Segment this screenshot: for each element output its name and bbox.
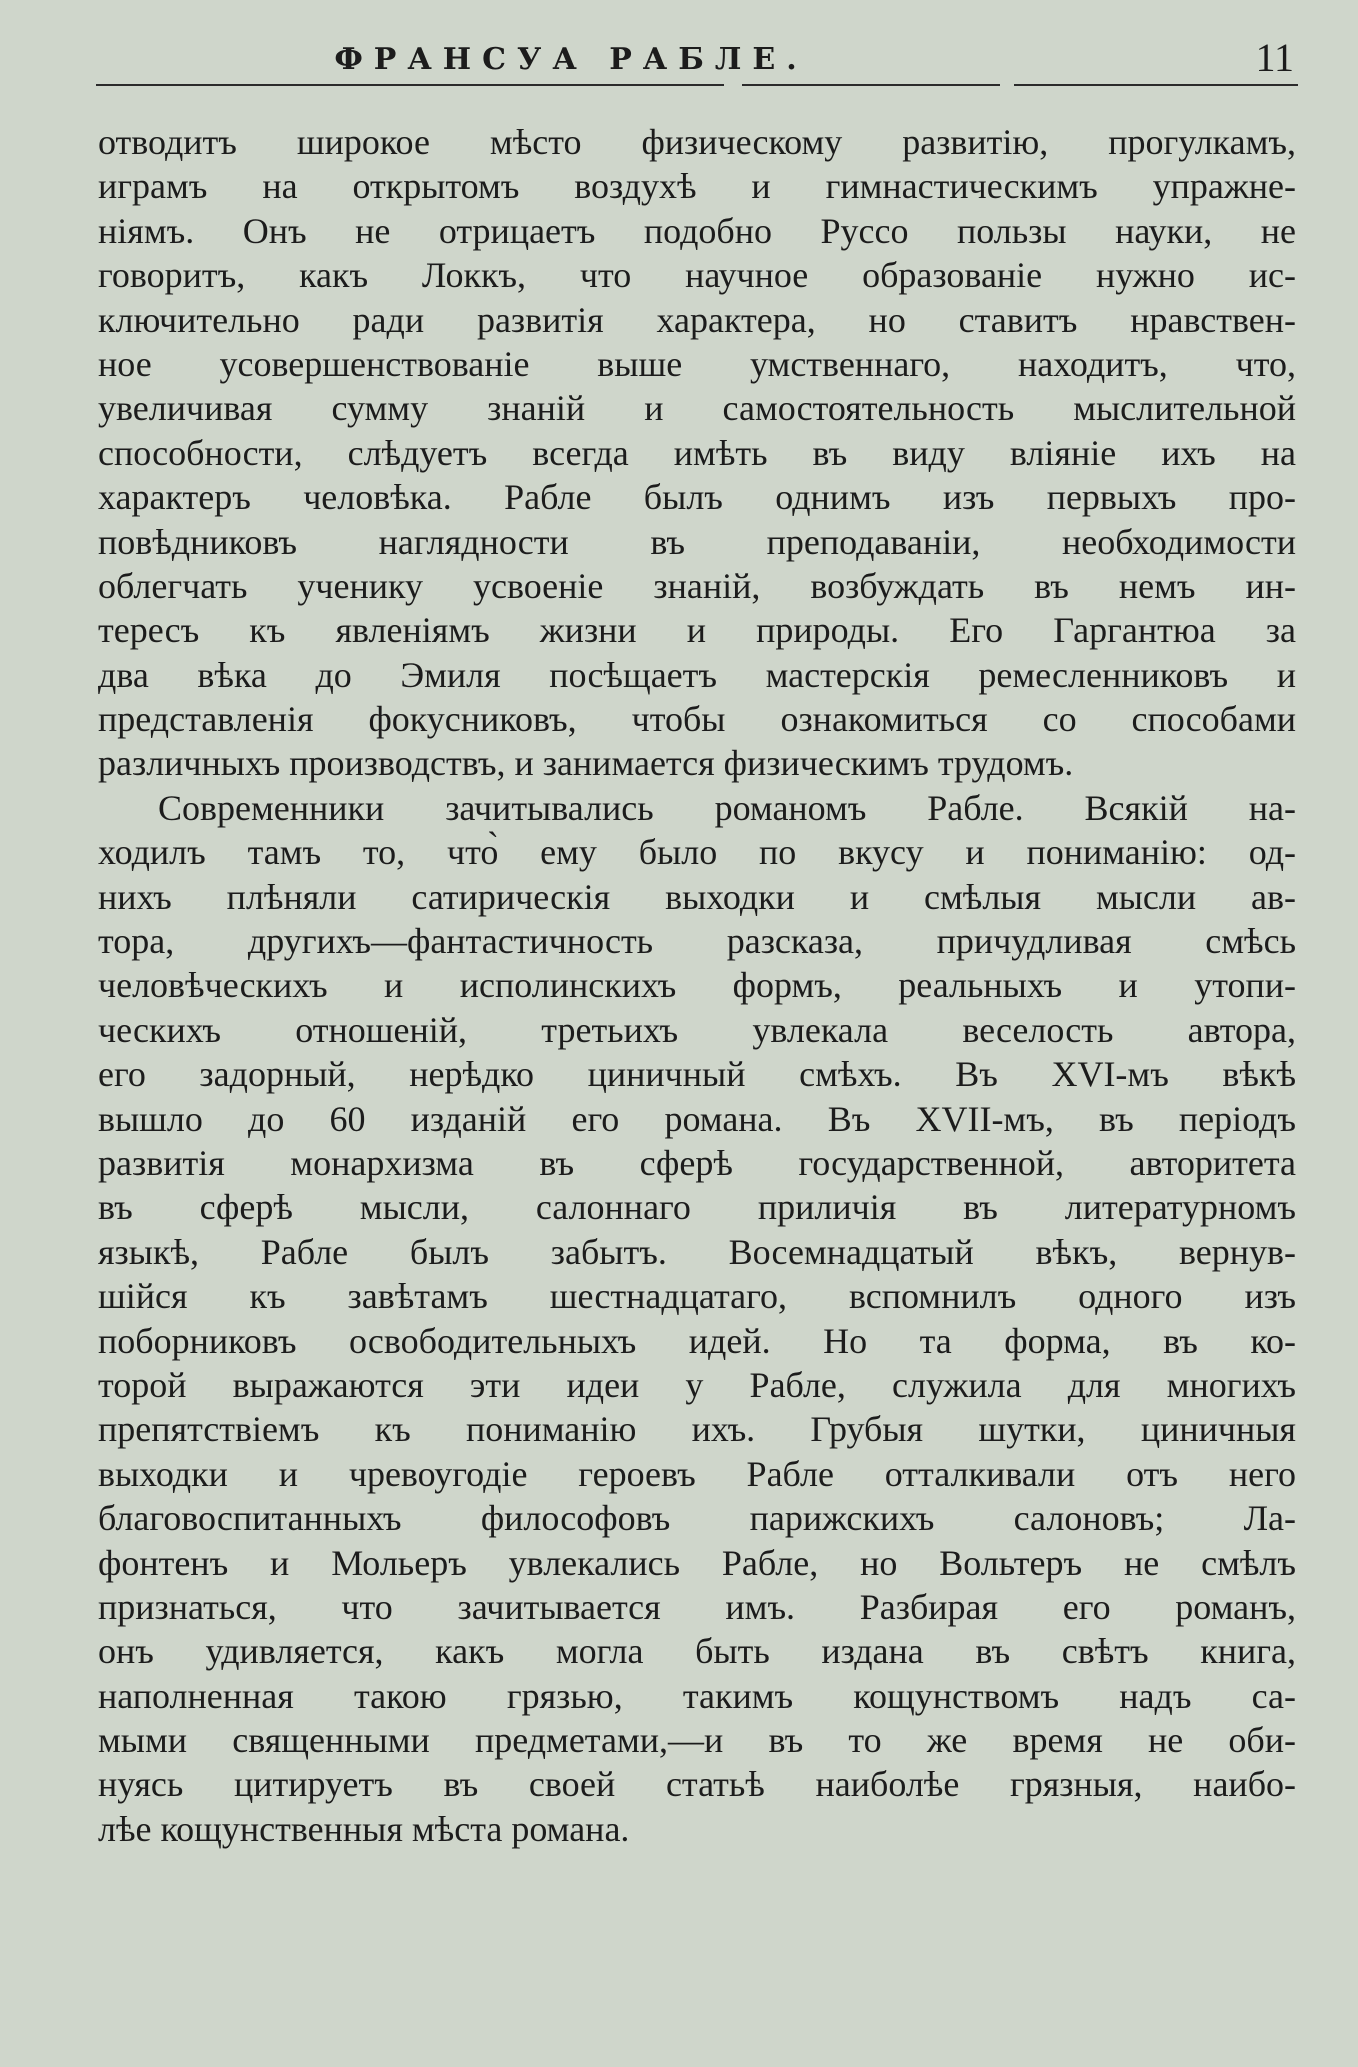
- text-line: ніямъ. Онъ не отрицаетъ подобно Руссо пользы науки, не: [98, 210, 1296, 251]
- text-line: его задорный, нерѣдко циничный смѣхъ. Въ XVI-мъ вѣкѣ: [98, 1054, 1296, 1095]
- text-line: представленія фокусниковъ, чтобы ознакомиться со способами: [98, 699, 1296, 740]
- text-line: въ сферѣ мысли, салоннаго приличія въ литературномъ: [98, 1187, 1296, 1228]
- text-line: вышло до 60 изданій его романа. Въ XVII-мъ, въ періодъ: [98, 1098, 1296, 1139]
- text-line: шійся къ завѣтамъ шестнадцатаго, вспомнилъ одного изъ: [98, 1276, 1296, 1317]
- text-line: Современники зачитывались романомъ Рабле. Всякій на-: [158, 787, 1296, 828]
- text-line: увеличивая сумму знаній и самостоятельность мыслительной: [98, 388, 1296, 429]
- text-line: человѣческихъ и исполинскихъ формъ, реальныхъ и утопи-: [98, 965, 1296, 1006]
- text-line: языкѣ, Рабле былъ забытъ. Восемнадцатый вѣкъ, вернув-: [98, 1231, 1296, 1272]
- text-line: говоритъ, какъ Локкъ, что научное образованіе нужно ис-: [98, 255, 1296, 296]
- page-header: [96, 32, 1298, 92]
- text-line: торой выражаются эти идеи у Рабле, служила для многихъ: [98, 1364, 1296, 1405]
- text-line: развитія монархизма въ сферѣ государственной, авторитета: [98, 1142, 1296, 1183]
- text-line: нихъ плѣняли сатирическія выходки и смѣлыя мысли ав-: [98, 876, 1296, 917]
- text-line: различныхъ производствъ, и занимается физическимъ трудомъ.: [98, 743, 1074, 784]
- body-text: [98, 120, 1296, 1851]
- header-rule-middle: [742, 84, 1000, 86]
- text-line: онъ удивляется, какъ могла быть издана въ свѣтъ книга,: [98, 1631, 1296, 1672]
- text-line: наполненная такою грязью, такимъ кощунствомъ надъ са-: [98, 1675, 1296, 1716]
- text-line: ное усовершенствованіе выше умственнаго, находитъ, что,: [98, 343, 1296, 384]
- text-line: поборниковъ освободительныхъ идей. Но та форма, въ ко-: [98, 1320, 1296, 1361]
- text-line: благовоспитанныхъ философовъ парижскихъ салоновъ; Ла-: [98, 1498, 1296, 1539]
- text-line: тересъ къ явленіямъ жизни и природы. Его Гаргантюа за: [98, 610, 1296, 651]
- text-line: отводитъ широкое мѣсто физическому развитію, прогулкамъ,: [98, 122, 1296, 162]
- text-line: способности, слѣдуетъ всегда имѣть въ виду вліяніе ихъ на: [98, 432, 1296, 473]
- paragraph: [98, 786, 1296, 1851]
- text-line: ключительно ради развитія характера, но ставитъ нравствен-: [98, 299, 1296, 340]
- text-line: нуясь цитируетъ въ своей статьѣ наиболѣе грязныя, наибо-: [98, 1764, 1296, 1805]
- text-line: ческихъ отношеній, третьихъ увлекала веселость автора,: [98, 1009, 1296, 1050]
- text-line: мыми священными предметами,—и въ то же время не оби-: [98, 1720, 1296, 1761]
- text-line: тора, другихъ—фантастичность разсказа, причудливая смѣсь: [98, 921, 1296, 962]
- running-title: ФРАНСУА РАБЛЕ.: [334, 42, 808, 77]
- text-line: препятствіемъ къ пониманію ихъ. Грубыя шутки, циничныя: [98, 1409, 1296, 1450]
- text-line: облегчать ученику усвоеніе знаній, возбуждать въ немъ ин-: [98, 565, 1296, 606]
- header-rule-right: [1014, 84, 1298, 86]
- text-line: признаться, что зачитывается имъ. Разбирая его романъ,: [98, 1586, 1296, 1627]
- page-number: 11: [1255, 35, 1294, 80]
- text-line: характеръ человѣка. Рабле былъ однимъ изъ первыхъ про-: [98, 477, 1296, 518]
- text-line: играмъ на открытомъ воздухѣ и гимнастическимъ упражне-: [98, 166, 1296, 207]
- text-line: лѣе кощунственныя мѣста романа.: [98, 1808, 630, 1849]
- text-line: ходилъ тамъ то, что̀ ему было по вкусу и пониманію: од-: [98, 832, 1296, 873]
- text-line: повѣдниковъ наглядности въ преподаваніи, необходимости: [98, 521, 1296, 562]
- text-line: фонтенъ и Мольеръ увлекались Рабле, но Вольтеръ не смѣлъ: [98, 1542, 1296, 1583]
- paragraph: [98, 120, 1296, 786]
- text-line: два вѣка до Эмиля посѣщаетъ мастерскія ремесленниковъ и: [98, 654, 1296, 695]
- text-line: выходки и чревоугодіе героевъ Рабле отталкивали отъ него: [98, 1453, 1296, 1494]
- header-rule-left: [96, 84, 724, 86]
